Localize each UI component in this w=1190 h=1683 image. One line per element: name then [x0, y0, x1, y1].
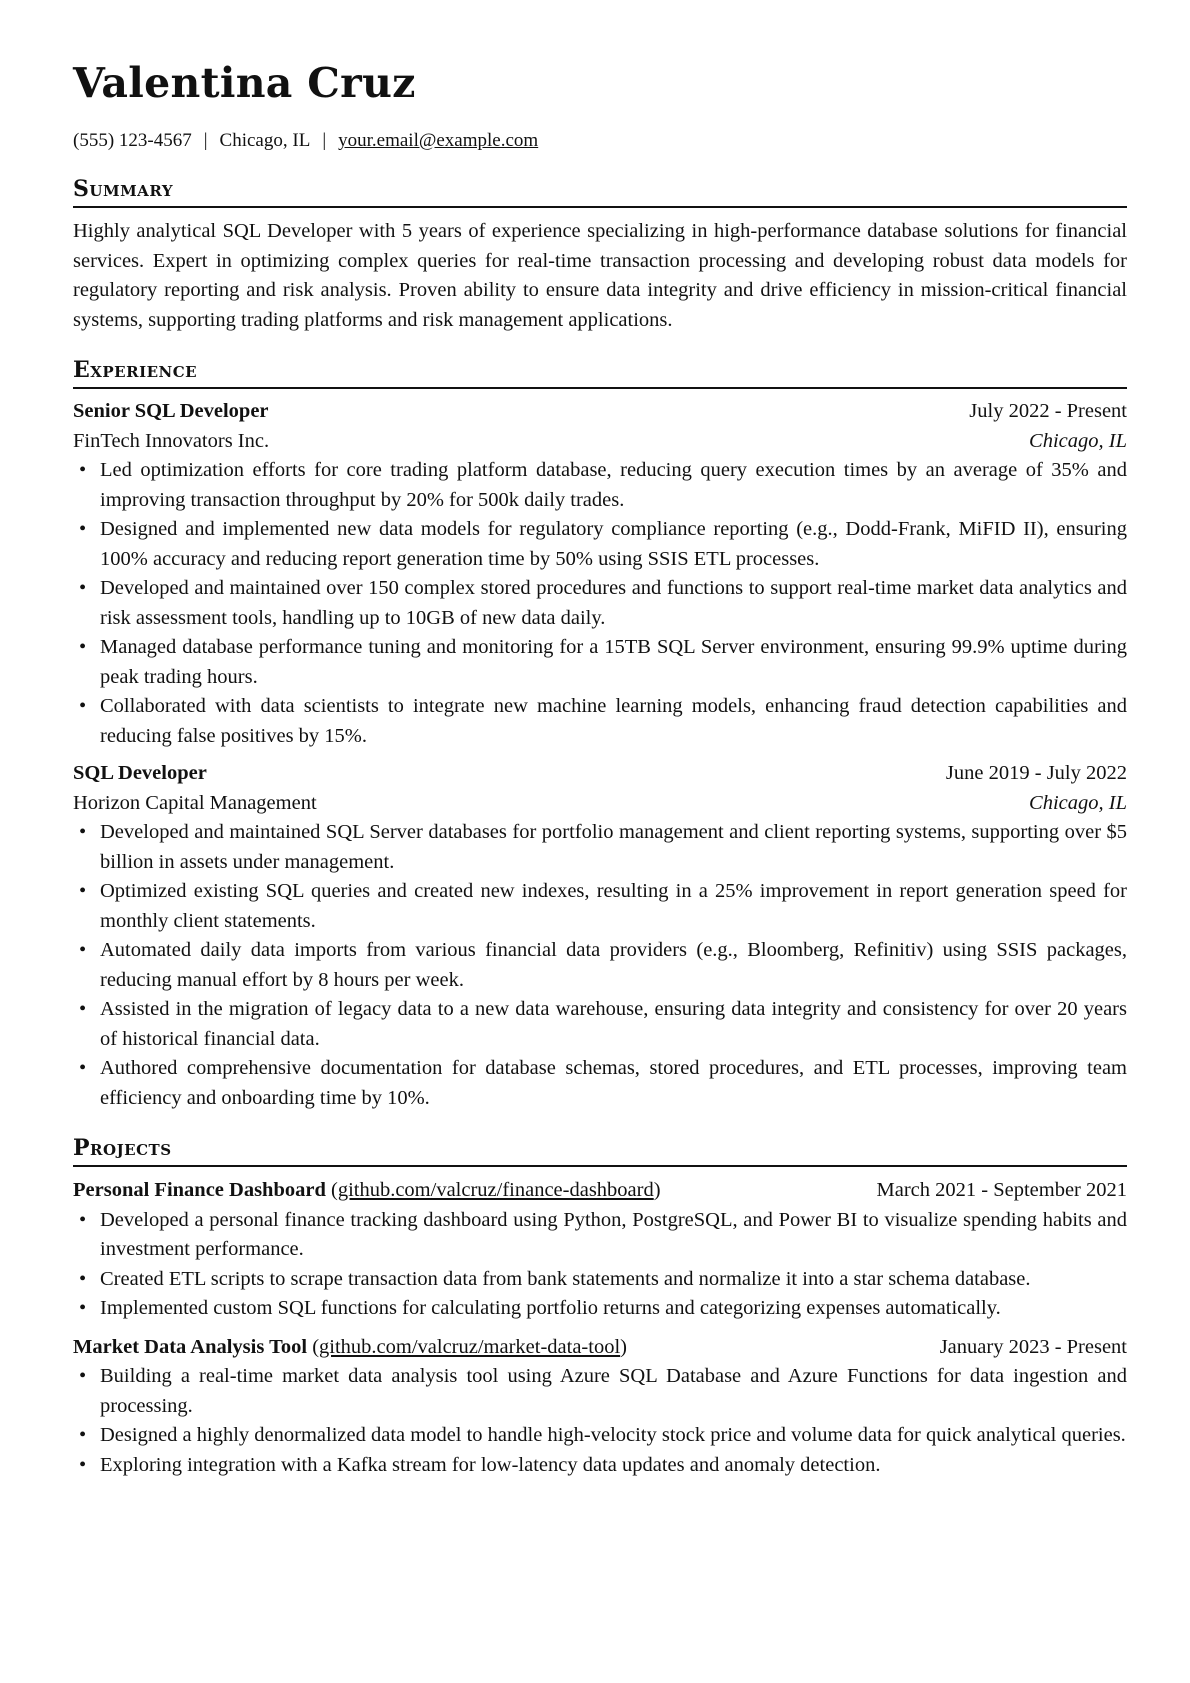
project-link[interactable]: github.com/valcruz/market-data-tool [319, 1335, 621, 1358]
bullet-item: • Optimized existing SQL queries and created new indexes, resulting in a 25% improvement in report generation speed for monthly client statements. [73, 877, 1127, 936]
bullet-item: • Developed a personal finance tracking dashboard using Python, PostgreSQL, and Power BI to visualize spending habits and investment performance. [73, 1206, 1127, 1265]
section-title-projects: Projects [73, 1133, 1127, 1167]
summary-text: Highly analytical SQL Developer with 5 years of experience specializing in high-performance database solutions for financial services. Expert in optimizing complex queries for real-time transaction processing and developing robust data models for regulatory reporting and risk analysis. Proven ability to ensure data integrity and drive efficiency in mission-critical financial systems, supporting trading platforms and risk management applications. [73, 220, 1127, 331]
job-dates: July 2022 - Present [969, 400, 1127, 422]
project-entry [73, 1333, 1127, 1481]
project-name: Market Data Analysis Tool [73, 1335, 308, 1358]
job-company-row [73, 427, 1127, 457]
project-title-line: Personal Finance Dashboard (github.com/valcruz/finance-dashboard) [73, 1179, 661, 1201]
job-entry [73, 397, 1127, 751]
project-header [73, 1333, 1127, 1363]
bullet-item: • Assisted in the migration of legacy data to a new data warehouse, ensuring data integrity and consistency for over 20 years of historical financial data. [73, 995, 1127, 1054]
bullet-item: • Led optimization efforts for core trading platform database, reducing query execution times by an average of 35% and improving transaction throughput by 20% for 500k daily trades. [73, 456, 1127, 515]
job-header [73, 397, 1127, 427]
bullet-item: • Designed and implemented new data models for regulatory compliance reporting (e.g., Dodd-Frank, MiFID II), ensuring 100% accuracy and reducing report generation time by 50% using SSIS ETL processes. [73, 515, 1127, 574]
bullet-item: • Developed and maintained SQL Server databases for portfolio management and client reporting systems, supporting over $5 billion in assets under management. [73, 818, 1127, 877]
email-link[interactable]: your.email@example.com [338, 130, 539, 151]
section-title-summary: Summary [73, 174, 1127, 208]
bullet-item: • Designed a highly denormalized data model to handle high-velocity stock price and volume data for quick analytical queries. [73, 1421, 1127, 1451]
resume-page [73, 60, 1127, 1480]
job-entry [73, 759, 1127, 1113]
project-dates: January 2023 - Present [939, 1335, 1127, 1358]
bullet-item: • Collaborated with data scientists to integrate new machine learning models, enhancing fraud detection capabilities and reducing false positives by 15%. [73, 692, 1127, 751]
contact-line [73, 128, 1127, 154]
bullet-item: • Exploring integration with a Kafka stream for low-latency data updates and anomaly detection. [73, 1451, 1127, 1481]
job-dates: June 2019 - July 2022 [945, 762, 1127, 784]
job-location: Chicago, IL [1029, 429, 1127, 452]
project-title-line: Market Data Analysis Tool (github.com/valcruz/market-data-tool) [73, 1335, 627, 1358]
bullet-item: • Building a real-time market data analysis tool using Azure SQL Database and Azure Functions for data ingestion and processing. [73, 1362, 1127, 1421]
bullet-item: • Managed database performance tuning and monitoring for a 15TB SQL Server environment, ensuring 99.9% uptime during peak trading hours. [73, 633, 1127, 692]
phone-number: (555) 123-4567 [73, 130, 192, 151]
bullet-item: • Created ETL scripts to scrape transaction data from bank statements and normalize it into a star schema database. [73, 1265, 1127, 1295]
contact-separator: | [203, 130, 208, 151]
contact-separator: | [322, 130, 327, 151]
job-location: Chicago, IL [1029, 791, 1127, 814]
project-entry [73, 1176, 1127, 1324]
project-bullets [73, 1362, 1127, 1480]
bullet-item: • Implemented custom SQL functions for calculating portfolio returns and categorizing expenses automatically. [73, 1294, 1127, 1324]
job-bullets [73, 818, 1127, 1113]
candidate-name: Valentina Cruz [73, 59, 416, 107]
project-dates: March 2021 - September 2021 [876, 1179, 1127, 1201]
bullet-item: • Authored comprehensive documentation for database schemas, stored procedures, and ETL processes, improving team efficiency and onboarding time by 10%. [73, 1054, 1127, 1113]
job-company-row [73, 789, 1127, 819]
company-name: Horizon Capital Management [73, 791, 317, 814]
job-title: SQL Developer [73, 762, 207, 784]
project-bullets [73, 1206, 1127, 1324]
job-bullets [73, 456, 1127, 751]
bullet-item: • Developed and maintained over 150 complex stored procedures and functions to support real-time market data analytics and risk assessment tools, handling up to 10GB of new data daily. [73, 574, 1127, 633]
bullet-item: • Automated daily data imports from various financial data providers (e.g., Bloomberg, Refinitiv) using SSIS packages, reducing manual effort by 8 hours per week. [73, 936, 1127, 995]
section-title-experience: Experience [73, 355, 1127, 389]
project-header [73, 1176, 1127, 1206]
job-title: Senior SQL Developer [73, 400, 269, 422]
project-link[interactable]: github.com/valcruz/finance-dashboard [337, 1179, 654, 1201]
job-header [73, 759, 1127, 789]
location: Chicago, IL [219, 130, 311, 151]
company-name: FinTech Innovators Inc. [73, 429, 270, 452]
project-name: Personal Finance Dashboard [73, 1179, 326, 1201]
